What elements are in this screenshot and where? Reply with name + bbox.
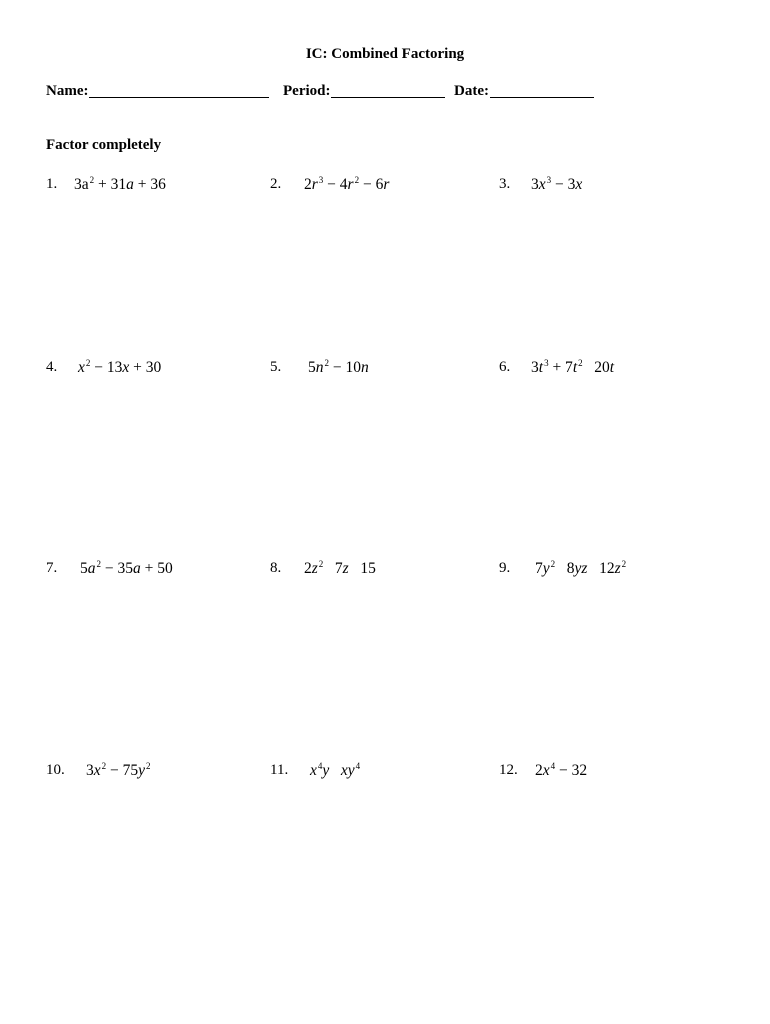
problem-number: 9. xyxy=(499,560,511,576)
date-field xyxy=(454,83,594,100)
problem-11 xyxy=(270,761,361,779)
worksheet-title: IC: Combined Factoring xyxy=(305,46,465,62)
date-label: Date: xyxy=(454,83,489,99)
problem-12 xyxy=(499,761,588,779)
problem-number: 4. xyxy=(46,359,58,375)
problem-expression: $x^2 - 13x + 30$ xyxy=(78,358,162,376)
period-blank[interactable] xyxy=(331,83,445,98)
problem-2 xyxy=(270,175,390,193)
problem-expression: $3a^2 + 31a + 36$ xyxy=(74,175,166,193)
problem-1 xyxy=(46,175,166,193)
problem-number: 6. xyxy=(499,359,511,375)
problem-8 xyxy=(270,559,376,577)
problem-number: 7. xyxy=(46,560,58,576)
problem-10 xyxy=(46,761,151,779)
problem-6 xyxy=(499,358,615,376)
problem-number: 5. xyxy=(270,359,282,375)
problem-expression: $x^4y$ $xy^4$ xyxy=(310,761,361,779)
period-label: Period: xyxy=(283,83,331,99)
date-blank[interactable] xyxy=(490,83,594,98)
problem-expression: $2z^2$ 7z 15 xyxy=(304,559,376,577)
problem-expression: $3x^2 - 75y^2$ xyxy=(86,761,151,779)
problem-number: 12. xyxy=(499,762,518,778)
problem-expression: $5n^2 - 10n$ xyxy=(308,358,369,376)
problem-4 xyxy=(46,358,162,376)
problem-expression: $5a^2 - 35a + 50$ xyxy=(80,559,173,577)
problem-number: 3. xyxy=(499,176,511,192)
problem-7 xyxy=(46,559,173,577)
name-blank[interactable] xyxy=(89,83,269,98)
instruction: Factor completely xyxy=(46,137,162,153)
name-label: Name: xyxy=(46,83,89,99)
period-field xyxy=(283,83,445,100)
problem-5 xyxy=(270,358,369,376)
name-field xyxy=(46,83,269,100)
problem-number: 8. xyxy=(270,560,282,576)
problem-expression: $7y^2$ 8yz $12z^2$ xyxy=(535,559,627,577)
problem-expression: $3x^3 - 3x$ xyxy=(531,175,583,193)
problem-number: 1. xyxy=(46,176,58,192)
problem-9 xyxy=(499,559,627,577)
problem-expression: $2x^4 - 32$ xyxy=(535,761,588,779)
problem-number: 11. xyxy=(270,762,289,778)
problem-number: 10. xyxy=(46,762,65,778)
problem-3 xyxy=(499,175,583,193)
problem-expression: $2r^3 - 4r^2 - 6r$ xyxy=(304,175,390,193)
problem-number: 2. xyxy=(270,176,282,192)
problem-expression: $3t^3 + 7t^2$ 20t xyxy=(531,358,615,376)
